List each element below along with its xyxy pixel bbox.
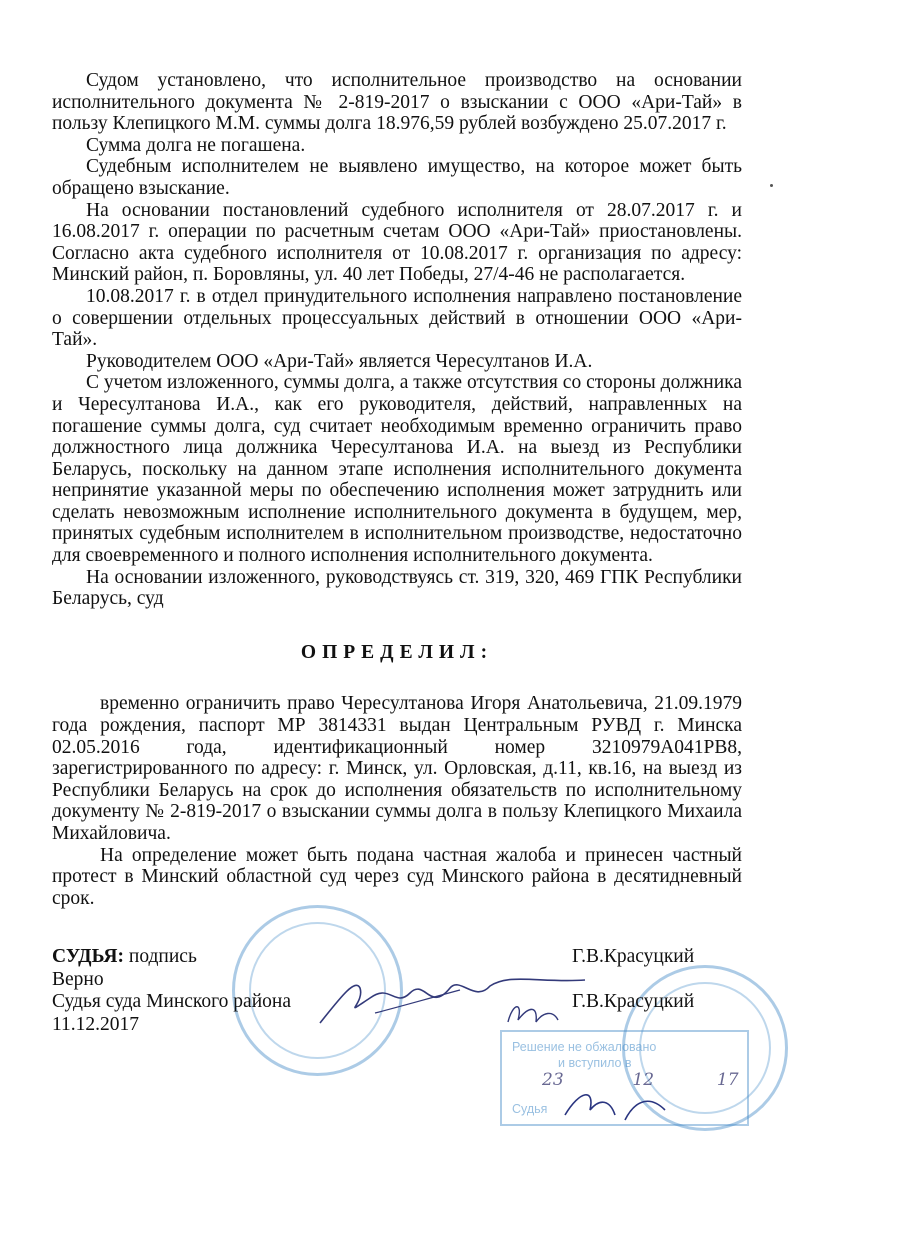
court-label: Судья суда Минского района [52,991,291,1012]
paragraph-appeal: На определение может быть подана частная жалоба и принесен частный протест в Минский областной суд через суд Минского района в десятидневный срок. [52,844,742,909]
document-date: 11.12.2017 [52,1013,140,1035]
court-line [52,991,752,1014]
judge-line [52,946,752,969]
stamp-date-month: 12 [632,1070,655,1090]
stamp-line-3: Судья [512,1102,548,1116]
stamp-line-1: Решение не обжаловано [512,1040,657,1054]
paragraph-debt-unpaid: Сумма долга не погашена. [86,134,306,156]
paragraph-legal-basis: На основании изложенного, руководствуясь ст. 319, 320, 469 ГПК Республики Беларусь, суд [52,566,742,610]
document-body [52,70,742,909]
paragraph-ruling: временно ограничить право Чересултанова Игоря Анатольевича, 21.09.1979 года рождения, паспорт МР 3814331 выдан Центральным РУВД г. Минска 02.05.2016 года, идентификационный номер 3210979А041РВ8, зарегистрированного по адресу: г. Минск, ул. Орловская, д.11, кв.16, на выезд из Республики Беларусь на срок до исполнения обязательств по исполнительному документу № 2-819-2017 о взыскании суммы долга в пользу Клепицкого Михаила Михайловича. [52,693,742,844]
judge-sign-text: подпись [124,946,197,967]
stamp-line-2: и вступило в [558,1056,632,1070]
paragraph-accounts-suspended: На основании постановлений судебного исполнителя от 28.07.2017 г. и 16.08.2017 г. операции по расчетным счетам ООО «Ари-Тай» приостановлены. Согласно акта судебного исполнителя от 10.08.2017 г. организация по адресу: Минский район, п. Боровляны, ул. 40 лет Победы, 27/4-46 не располагается. [52,199,742,286]
verno-text: Верно [52,968,104,990]
paragraph-director: Руководителем ООО «Ари-Тай» является Чересултанов И.А. [86,350,593,372]
stamp-date-year: 17 [716,1070,739,1090]
scan-speck [770,184,773,187]
court-judge-name: Г.В.Красуцкий [572,991,695,1012]
paragraph-enforcement-sent: 10.08.2017 г. в отдел принудительного исполнения направлено постановление о совершении отдельных процессуальных действий в отношении ООО «Ари-Тай». [52,285,742,351]
judge-name: Г.В.Красуцкий [572,946,695,967]
paragraph-reasoning: С учетом изложенного, суммы долга, а также отсутствия со стороны должника и Чересултанова И.А., как его руководителя, действий, направленных на погашение суммы долга, суд считает необходимым временно ограничить право должностного лица должника Чересултанова И.А. на выезд из Республики Беларусь, поскольку на данном этапе исполнения исполнительного документа непринятие указанной меры по обеспечению исполнения может затруднить или сделать невозможным исполнение исполнительного документа в будущем, мер, принятых судебным исполнителем в исполнительном производстве, недостаточно для своевременного и полного исполнения исполнительного документа. [52,372,742,567]
paragraph-established: Судом установлено, что исполнительное производство на основании исполнительного документа № 2-819-2017 о взыскании с ООО «Ари-Тай» в пользу Клепицкого М.М. суммы долга 18.976,59 рублей возбуждено 25.07.2017 г. [52,70,742,135]
stamp-date-day: 23 [542,1070,564,1090]
signature-block [52,946,752,1036]
ruling-heading: ОПРЕДЕЛИЛ: [300,641,494,663]
verno-line [52,969,752,992]
date-line [52,1014,752,1037]
judge-label: СУДЬЯ: [52,946,125,967]
paragraph-no-property: Судебным исполнителем не выявлено имущество, на которое может быть обращено взыскание. [52,156,742,199]
stamp-signature-icon [555,1080,675,1130]
